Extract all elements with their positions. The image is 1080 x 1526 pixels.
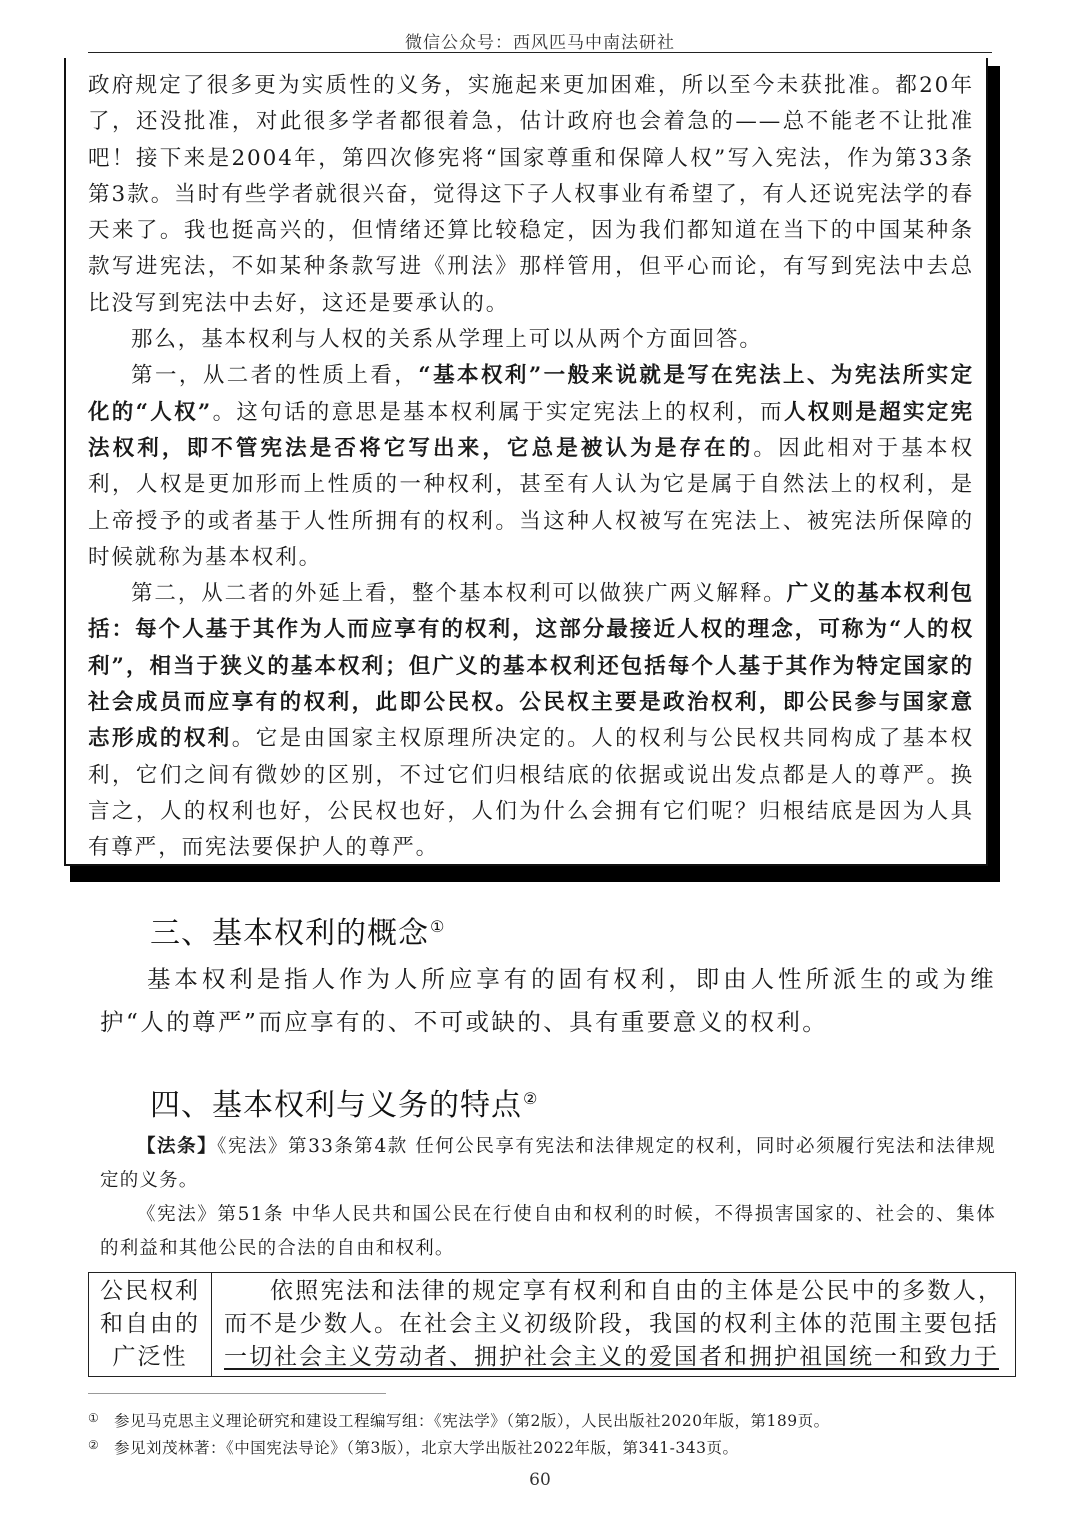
section-4-title-text: 四、基本权利与义务的特点: [150, 1088, 522, 1123]
header-rule: [88, 52, 992, 53]
table-row: [89, 1273, 1016, 1377]
p3-bold-b: “基本权利”一般来说就是写在宪法上、为宪法所实定化的“人权”: [88, 363, 974, 425]
label-line-3: 广泛性: [112, 1344, 188, 1370]
page-number: 60: [529, 1470, 551, 1490]
excerpt-paragraph-2: 那么，基本权利与人权的关系从学理上可以从两个方面回答。: [131, 327, 763, 353]
p3-bold-d: 人权则是超实定宪法权利，即不管宪法是否将它写出来，它总是被认为是存在的: [88, 399, 975, 461]
section-3-title-text: 三、基本权利的概念: [150, 916, 429, 951]
table-content-cell: [212, 1273, 1016, 1377]
excerpt-box: [64, 58, 988, 866]
footnote-2: [88, 1433, 988, 1460]
excerpt-paragraph-4: [88, 576, 974, 866]
footnote-1-text: 参见马克思主义理论研究和建设工程编写组：《宪法学》（第2版），人民出版社2020年版，第189页。: [114, 1412, 830, 1430]
law-articles: [100, 1130, 996, 1266]
content-text: 依照宪法和法律的规定享有权利和自由的主体是公民中的多数人，而不是少数人。在社会主义初级阶段，我国的权利主体的范围主要包括: [224, 1278, 1003, 1337]
page-header: 微信公众号：西风匹马中南法研社: [405, 33, 675, 53]
law-article-51: 《宪法》第51条 中华人民共和国公民在行使自由和权利的时候，不得损害国家的、社会的、集体的利益和其他公民的合法的自由和权利。: [100, 1204, 996, 1259]
p4-text-a: 第二，从二者的外延上看，整个基本权利可以做狭广两义解释。: [131, 581, 787, 607]
footnote-2-mark: ②: [88, 1438, 100, 1452]
footnote-1: [88, 1406, 988, 1433]
law-article-33: [100, 1130, 996, 1198]
definition-text: 基本权利是指人作为人所应享有的固有权利，即由人性所派生的或为维护“人的尊严”而应享有的、不可或缺的、具有重要意义的权利。: [100, 965, 996, 1036]
footnotes: [88, 1406, 988, 1460]
p3-text-c: 。这句话的意思是基本权利属于实定宪法上的权利，而: [212, 399, 784, 425]
p4-bold-b: 广义的基本权利包括：每个人基于其作为人而应享有的权利，这部分最接近人权的理念，可称为“人的权利”，相当于狭义的基本权利；但广义的基本权利还包括每个人基于其作为特定国家的社会成员而应享有的权利，此即公民权。公民权主要是政治权利，即公民参与国家意志形成的权利: [88, 581, 975, 752]
section-4-title: [150, 1080, 538, 1124]
p3-text-a: 第一，从二者的性质上看，: [131, 363, 419, 389]
footnote-ref-2[interactable]: ②: [523, 1089, 539, 1108]
footnote-2-text: 参见刘茂林著：《中国宪法导论》（第3版），北京大学出版社2022年版，第341-343页。: [114, 1439, 739, 1457]
definition-block: [100, 958, 996, 1044]
footnote-ref-1[interactable]: ①: [430, 917, 446, 936]
label-line-2: 和自由的: [100, 1311, 200, 1337]
p3-text-e: 。因此相对于基本权利，人权是更加形而上性质的一种权利，甚至有人认为它是属于自然法上的权利，是上帝授予的或者基于人性所拥有的权利。当这种人权被写在宪法上、被宪法所保障的时候就称为基本权利。: [88, 435, 974, 570]
table-label-cell: [89, 1273, 212, 1377]
summary-table: [88, 1272, 1016, 1377]
footnote-1-mark: ①: [88, 1411, 100, 1425]
label-line-1: 公民权利: [100, 1278, 200, 1304]
section-3-title: [150, 908, 445, 952]
excerpt-paragraph-3: [88, 358, 974, 576]
footnote-rule: [88, 1393, 386, 1394]
law-tag: 【法条】: [137, 1136, 218, 1157]
content-underlined-text: 一切社会主义劳动者、拥护社会主义的爱国者和拥护祖国统一和致力于: [224, 1344, 999, 1370]
p4-text-c: 。它是由国家主权原理所决定的。人的权利与公民权共同构成了基本权利，它们之间有微妙的区别，不过它们归根结底的依据或说出发点都是人的尊严。换言之，人的权利也好，公民权也好，人们为什么会拥有它们呢？归根结底是因为人具有尊严，而宪法要保护人的尊严。: [88, 726, 974, 861]
law-article-33-text: 《宪法》第33条第4款 任何公民享有宪法和法律规定的权利，同时必须履行宪法和法律规定的义务。: [100, 1136, 996, 1191]
excerpt-paragraph-1: 政府规定了很多更为实质性的义务，实施起来更加困难，所以至今未获批准。都20年了，还没批准，对此很多学者都很着急，估计政府也会着急的——总不能老不让批准吧！接下来是2004年，第四次修宪将“国家尊重和保障人权”写入宪法，作为第33条第3款。当时有些学者就很兴奋，觉得这下子人权事业有希望了，有人还说宪法学的春天来了。我也挺高兴的，但情绪还算比较稳定，因为我们都知道在当下的中国某种条款写进宪法，不如某种条款写进《刑法》那样管用，但平心而论，有写到宪法中去总比没写到宪法中去好，这还是要承认的。: [88, 73, 974, 316]
